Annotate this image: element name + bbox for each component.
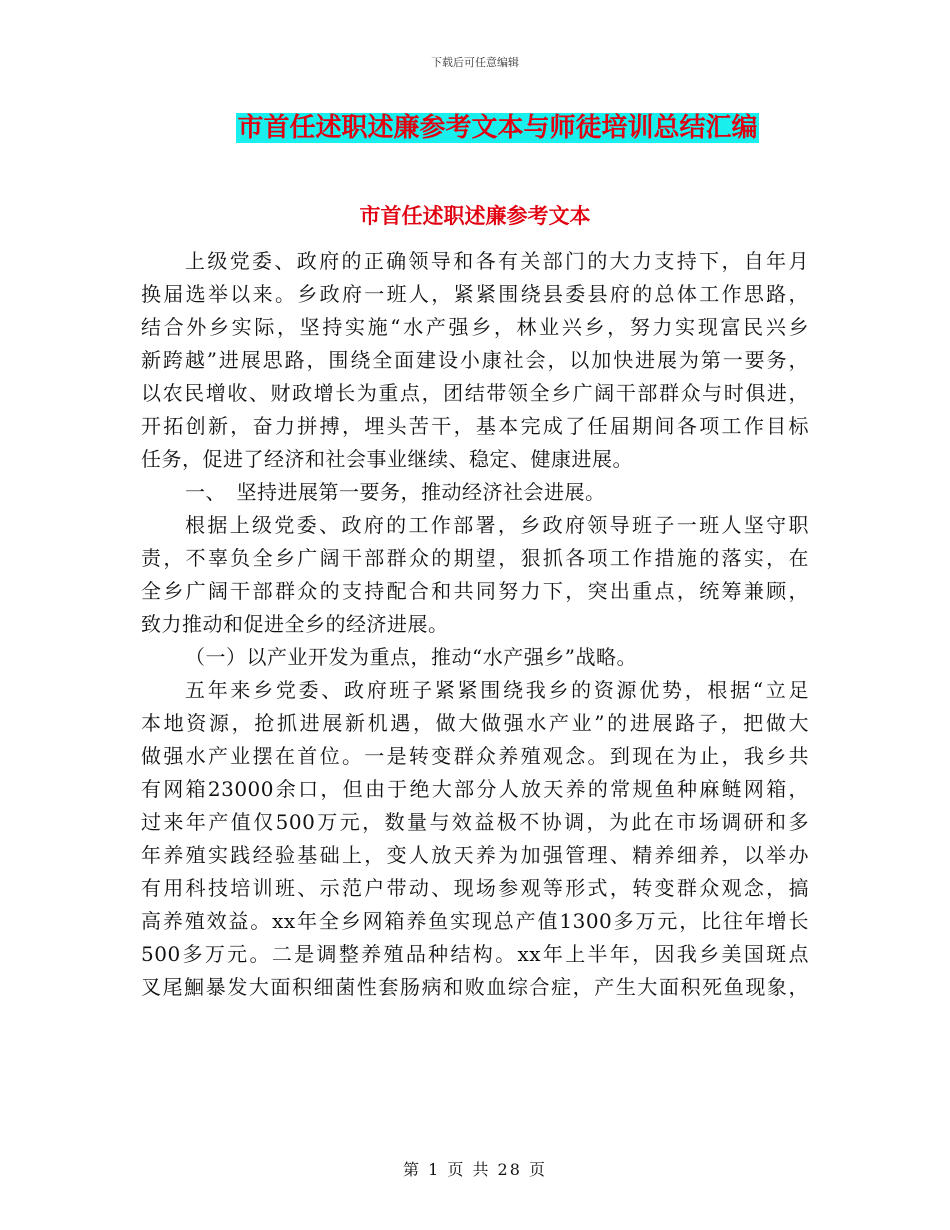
section-title: 市首任述职述廉参考文本 xyxy=(359,203,591,228)
text-line: 年养殖实践经验基础上，变人放天养为加强管理、精养细养，以举办 xyxy=(141,843,809,867)
text-line: 五年来乡党委、政府班子紧紧围绕我乡的资源优势，根据“立足 xyxy=(185,678,809,702)
text-line: 本地资源，抢抓进展新机遇，做大做强水产业”的进展路子，把做大 xyxy=(141,711,809,735)
text-line: 有用科技培训班、示范户带动、现场参观等形式，转变群众观念，搞 xyxy=(141,876,809,900)
text-line: 根据上级党委、政府的工作部署，乡政府领导班子一班人坚守职 xyxy=(185,513,809,537)
text-line: 有网箱23000余口，但由于绝大部分人放天养的常规鱼种麻鲢网箱， xyxy=(141,777,809,801)
text-line: 过来年产值仅500万元，数量与效益极不协调，为此在市场调研和多 xyxy=(141,810,809,834)
section-heading: 一、 坚持进展第一要务，推动经济社会进展。 xyxy=(185,480,606,504)
body-text xyxy=(141,245,809,1004)
page-number: 第 1 页 共 28 页 xyxy=(403,1160,547,1179)
text-line: 结合外乡实际，坚持实施“水产强乡，林业兴乡，努力实现富民兴乡 xyxy=(141,315,809,339)
subsection-heading: （一）以产业开发为重点，推动“水产强乡”战略。 xyxy=(185,645,637,669)
text-line: 高养殖效益。xx年全乡网箱养鱼实现总产值1300多万元，比往年增长 xyxy=(141,909,809,933)
text-line: 全乡广阔干部群众的支持配合和共同努力下，突出重点，统筹兼顾， xyxy=(141,579,809,603)
text-line: 上级党委、政府的正确领导和各有关部门的大力支持下，自年月 xyxy=(185,249,809,273)
text-line: 责，不辜负全乡广阔干部群众的期望，狠抓各项工作措施的落实，在 xyxy=(141,546,809,570)
text-line: 新跨越”进展思路，围绕全面建设小康社会，以加快进展为第一要务， xyxy=(141,348,809,372)
text-line: 500多万元。二是调整养殖品种结构。xx年上半年，因我乡美国斑点 xyxy=(141,942,809,966)
text-line: 叉尾鮰暴发大面积细菌性套肠病和败血综合症，产生大面积死鱼现象， xyxy=(141,975,809,999)
text-line: 致力推动和促进全乡的经济进展。 xyxy=(141,612,449,636)
page-header-note: 下载后可任意编辑 xyxy=(431,56,519,69)
text-line: 开拓创新，奋力拼搏，埋头苦干，基本完成了任届期间各项工作目标 xyxy=(141,414,809,438)
text-line: 做强水产业摆在首位。一是转变群众养殖观念。到现在为止，我乡共 xyxy=(141,744,809,768)
text-line: 换届选举以来。乡政府一班人，紧紧围绕县委县府的总体工作思路， xyxy=(141,282,809,306)
text-line: 以农民增收、财政增长为重点，团结带领全乡广阔干部群众与时俱进， xyxy=(141,381,809,405)
text-line: 任务，促进了经济和社会事业继续、稳定、健康进展。 xyxy=(141,447,633,471)
document-title xyxy=(235,110,760,146)
document-title-text: 市首任述职述廉参考文本与师徒培训总结汇编 xyxy=(237,113,758,143)
